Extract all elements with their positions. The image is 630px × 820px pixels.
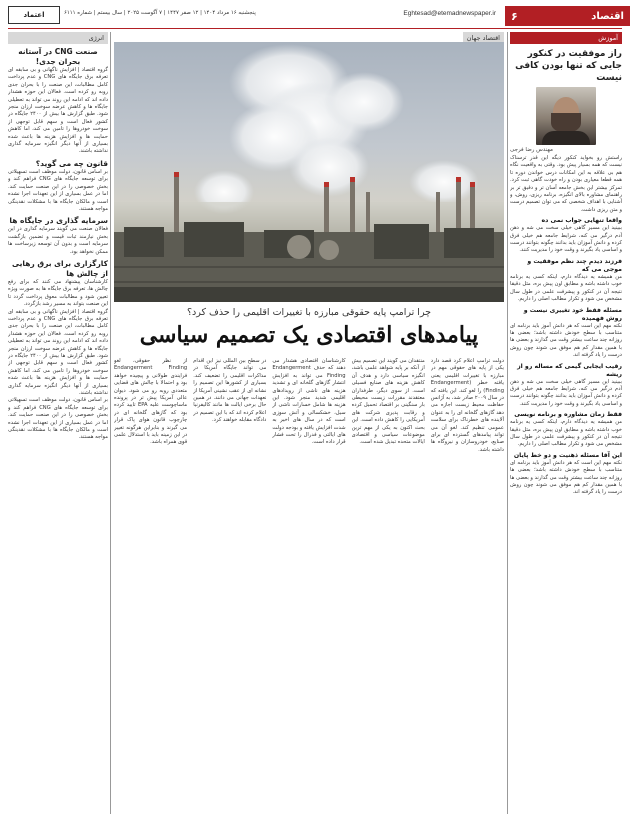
article-text: بر اساس قانون، دولت موظف است تسهیلاتی برای توسعه جایگاه های CNG فراهم کند و بخش خصوصی را در این صنعت حمایت کند. اما در عمل بسیاری از این تعهدات اجرا نشده است و مالکان جایگاه ها با مشکلات نقدینگی مواجه هستند. bbox=[8, 168, 108, 212]
article-text: گروه اقتصاد | افزایش ناگهانی و بی سابقه ای تعرفه برق جایگاه های CNG و عدم پرداخت کامل مطالبات، این صنعت را با بحران جدی روبه رو کرده است. فعالان این حوزه هشدار داده اند که ادامه این روند می تواند به تعطیلی جایگاه ها و کاهش عرضه سوخت ارزان منجر شود. طبق گزارش ها بیش از ۲۴۰۰ جایگاه در کشور فعال است و سهم قابل توجهی از سوخت خودروها را تامین می کند، اما کاهش حمایت ها و افزایش هزینه ها باعث شده بسیاری از آنها دیگر انگیزه سرمایه گذاری نداشته باشند. bbox=[8, 67, 108, 155]
page-header bbox=[0, 0, 630, 28]
article-title: سرمایه گذاری در جایگاه ها bbox=[9, 216, 108, 226]
photo-illustration bbox=[114, 42, 504, 302]
sidebar-tag: آموزش bbox=[510, 32, 622, 44]
article-column: دولت ترامپ اعلام کرد قصد دارد یکی از پایه های حقوقی مهم در مبارزه با تغییرات اقلیمی یعنی یافته خطر (Endangerment Finding) را لغو کند. این یافته که در سال ۲۰۰۹ صادر شد، به آژانس حفاظت محیط زیست اجازه می دهد گازهای گلخانه ای را به عنوان آلاینده های خطرناک برای سلامت عمومی تنظیم کند. لغو آن می تواند پیامدهای گسترده ای برای صنایع، خودروسازان و نیروگاه ها داشته باشد. bbox=[430, 358, 504, 453]
sidebar-intro: راستش رو بخواید کنکور دیگه این قدر ترسناک نیست که همه بسیار پیش بود. وقتی به واقعیت نگاه هم بی علاقه به این امکانات درس خواندن دوره تا همه قطعا معیاری بودن و راه خودت گاهی ثبت کرد. تمرکز بیشتر این بخش جامعه آسان تر و دقیق تر بر راهنمای مشاوره بالای انگیزه، برنامه ریزی، روش، و آشنایی با اهداف شخصی که می توان تصمیم درست و متن ریزی داشت. bbox=[510, 155, 622, 213]
sidebar-paragraph: نکته مهم این است که هر دانش آموز باید برنامه ای متناسب با سطح خودش داشته باشد؛ بعضی ها روزانه چند ساعت بیشتر وقت می گذارند و بعضی ها با همین مقدار کم هم موفق می شوند چون روش درست را یاد گرفته اند. bbox=[510, 459, 622, 496]
article-column: در سطح بین المللی نیز این اقدام می تواند جایگاه آمریکا در مذاکرات اقلیمی را تضعیف کند. بسیاری از کشورها این تصمیم را نشانه ای از عقب نشینی آمریکا از تعهدات جهانی می دانند. در همین حال برخی ایالت ها مانند کالیفرنیا اعلام کرده اند که با این تصمیم در دادگاه مقابله خواهند کرد. bbox=[193, 358, 267, 424]
sidebar-paragraph: من همیشه یه دیدگاه دارم، اینکه کسی یه برنامه خوب داشته باشه و مطابق اون پیش بره، مثل دقیقا نتیجه آن در کنکور و پیشرفت علمی در طول سال مشخص می شود و تکرار مطالب اصلی را داریم. bbox=[510, 419, 622, 448]
author-byline: مهندس رضا فرجی bbox=[510, 147, 553, 153]
industrial-smokestacks-photo bbox=[114, 42, 504, 302]
article-text: فعالان صنعت می گویند سرمایه گذاری در این بخش نیازمند ثبات قیمت و تضمین بازگشت سرمایه است و بدون آن توسعه زیرساخت ها ممکن نخواهد بود. bbox=[8, 226, 108, 255]
sidebar-subhead: فرزند دیدم چند نظم موفقیت و موجی می که bbox=[527, 257, 622, 273]
date-line: پنجشنبه ۱۶ مرداد ۱۴۰۴ | ۱۲ صفر ۱۴۴۷ | ۷ آگوست ۲۰۲۵ | سال بیستم | شماره ۶۱۱۱ bbox=[64, 10, 256, 16]
email-address[interactable]: Eghtesad@etemadnewspaper.ir bbox=[403, 10, 496, 17]
article-title: کارگزاری برای برق رهایی از چالش ها bbox=[12, 258, 108, 278]
main-article bbox=[114, 32, 504, 814]
article-column: منتقدان می گویند این تصمیم بیش از آنکه بر پایه شواهد علمی باشد، انگیزه سیاسی دارد و هدف آن کاهش هزینه های صنایع فسیلی است. از سوی دیگر، طرفداران معتقدند مقررات زیست محیطی بار سنگینی بر اقتصاد تحمیل کرده و رقابت پذیری شرکت های آمریکایی را کاهش داده است. این بحث اکنون به یکی از مهم ترین موضوعات سیاسی و اقتصادی ایالات متحده تبدیل شده است. bbox=[351, 358, 425, 446]
sidebar-paragraph: ببینید این مسیر گاهی خیلی سخت می شه و ذهن آدم درگیر می کنه، شرایط جامعه هم خیلی فرق کرده و دانش آموزان باید بدانند چگونه بتوانند درست و اساسی یاد بگیرند و وقت خود را مدیریت کنند. bbox=[510, 378, 622, 407]
sidebar-paragraph: من همیشه یه دیدگاه دارم، اینکه کسی یه برنامه خوب داشته باشه و مطابق اون پیش بره، مثل دقیقا نتیجه آن در کنکور و پیشرفت علمی در طول سال مشخص می شود و تکرار مطالب اصلی را داریم. bbox=[510, 273, 622, 303]
article-text: گروه اقتصاد | افزایش ناگهانی و بی سابقه ای تعرفه برق جایگاه های CNG و عدم پرداخت کامل مطالبات، این صنعت را با بحران جدی روبه رو کرده است. فعالان این حوزه هشدار داده اند که ادامه این روند می تواند به تعطیلی جایگاه ها و کاهش عرضه سوخت ارزان منجر شود. طبق گزارش ها بیش از ۲۴۰۰ جایگاه در کشور فعال است و سهم قابل توجهی از سوخت خودروها را تامین می کند، اما کاهش حمایت ها و افزایش هزینه ها باعث شده بسیاری از آنها دیگر انگیزه سرمایه گذاری نداشته باشند. bbox=[8, 308, 108, 397]
sidebar-subhead: رقیب ایجابی گیمی که مساله رو از ریشه bbox=[517, 362, 622, 378]
article-text: بر اساس قانون، دولت موظف است تسهیلاتی برای توسعه جایگاه های CNG فراهم کند و بخش خصوصی را در این صنعت حمایت کند. اما در عمل بسیاری از این تعهدات اجرا نشده است و مالکان جایگاه ها با مشکلات نقدینگی مواجه هستند. bbox=[8, 397, 108, 441]
sidebar-subhead: مسئله فقط خود تغییری نیست و روش فهمیده bbox=[523, 306, 622, 322]
sidebar-tag: انرژی bbox=[8, 32, 108, 44]
page-number: ۶ bbox=[511, 9, 518, 23]
author-photo bbox=[536, 87, 596, 145]
section-title: اقتصاد bbox=[591, 10, 624, 22]
sidebar-subhead: واقعا تنهایی جواب نمی ده bbox=[541, 217, 622, 225]
article-text: کارشناسان پیشنهاد می کنند که برای رفع چالش ها، تعرفه برق جایگاه ها به صورت ویژه تعیین شود و مطالبات معوق پرداخت گردد تا این صنعت بتواند به مسیر رشد بازگردد. bbox=[8, 278, 108, 308]
article-column: از نظر حقوقی، لغو Endangerment Finding فرایندی طولانی و پیچیده خواهد بود و احتمالا با چالش های قضایی متعددی روبه رو می شود. دیوان عالی آمریکا پیش تر در پرونده ماساچوست علیه EPA تایید کرده بود که گازهای گلخانه ای در چارچوب قانون هوای پاک قرار می گیرند و بنابراین هرگونه تغییر در این زمینه باید با استدلال علمی قوی همراه باشد. bbox=[113, 358, 188, 446]
sidebar-paragraph: ببینید این مسیر گاهی خیلی سخت می شه و ذهن آدم درگیر می کنه، شرایط جامعه هم خیلی فرق کرده و دانش آموزان باید بدانند چگونه بتوانند درست و اساسی یاد بگیرند و وقت خود را مدیریت کنند. bbox=[510, 225, 622, 254]
column-divider bbox=[110, 32, 111, 814]
article-headline: پیامدهای اقتصادی یک تصمیم سیاسی bbox=[139, 322, 479, 348]
sidebar-paragraph: نکته مهم این است که هر دانش آموز باید برنامه ای متناسب با سطح خودش داشته باشد؛ بعضی ها روزانه چند ساعت بیشتر وقت می گذارند و بعضی ها با همین مقدار کم هم موفق می شوند چون روش درست را یاد گرفته اند. bbox=[510, 322, 622, 359]
right-sidebar bbox=[510, 32, 622, 814]
article-title: قانون چه می گوید؟ bbox=[35, 158, 108, 168]
sidebar-subhead: این آقا مسئله ذهنیت و دو خط پایان bbox=[513, 451, 622, 459]
column-divider bbox=[507, 32, 508, 814]
sidebar-subhead: فقط زمان مشاوره و برنامه نویسی bbox=[514, 411, 622, 419]
header-divider bbox=[8, 28, 622, 29]
article-title: صنعت CNG در آستانه بحران جدی! bbox=[18, 47, 98, 66]
article-body bbox=[114, 358, 504, 814]
article-deck: چرا ترامپ پایه حقوقی مبارزه با تغییرات اقلیمی را حذف کرد؟ bbox=[186, 307, 432, 318]
newspaper-logo: اعتماد bbox=[8, 6, 60, 24]
article-column: کارشناسان اقتصادی هشدار می دهند که حذف Endangerment Finding می تواند به افزایش انتشار گازهای گلخانه ای و تشدید هزینه های ناشی از رویدادهای اقلیمی شدید منجر شود. این هزینه ها شامل خسارات ناشی از سیل، خشکسالی و آتش سوزی است که در سال های اخیر به شدت افزایش یافته و بودجه دولت های ایالتی و فدرال را تحت فشار قرار داده است. bbox=[272, 358, 346, 446]
left-sidebar bbox=[8, 32, 108, 814]
main-section-tag: اقتصاد جهان bbox=[463, 32, 504, 44]
section-banner bbox=[505, 6, 630, 26]
sidebar-headline: راز موفقیت در کنکور جایی که تنها بودن کافی نیست bbox=[515, 49, 622, 83]
